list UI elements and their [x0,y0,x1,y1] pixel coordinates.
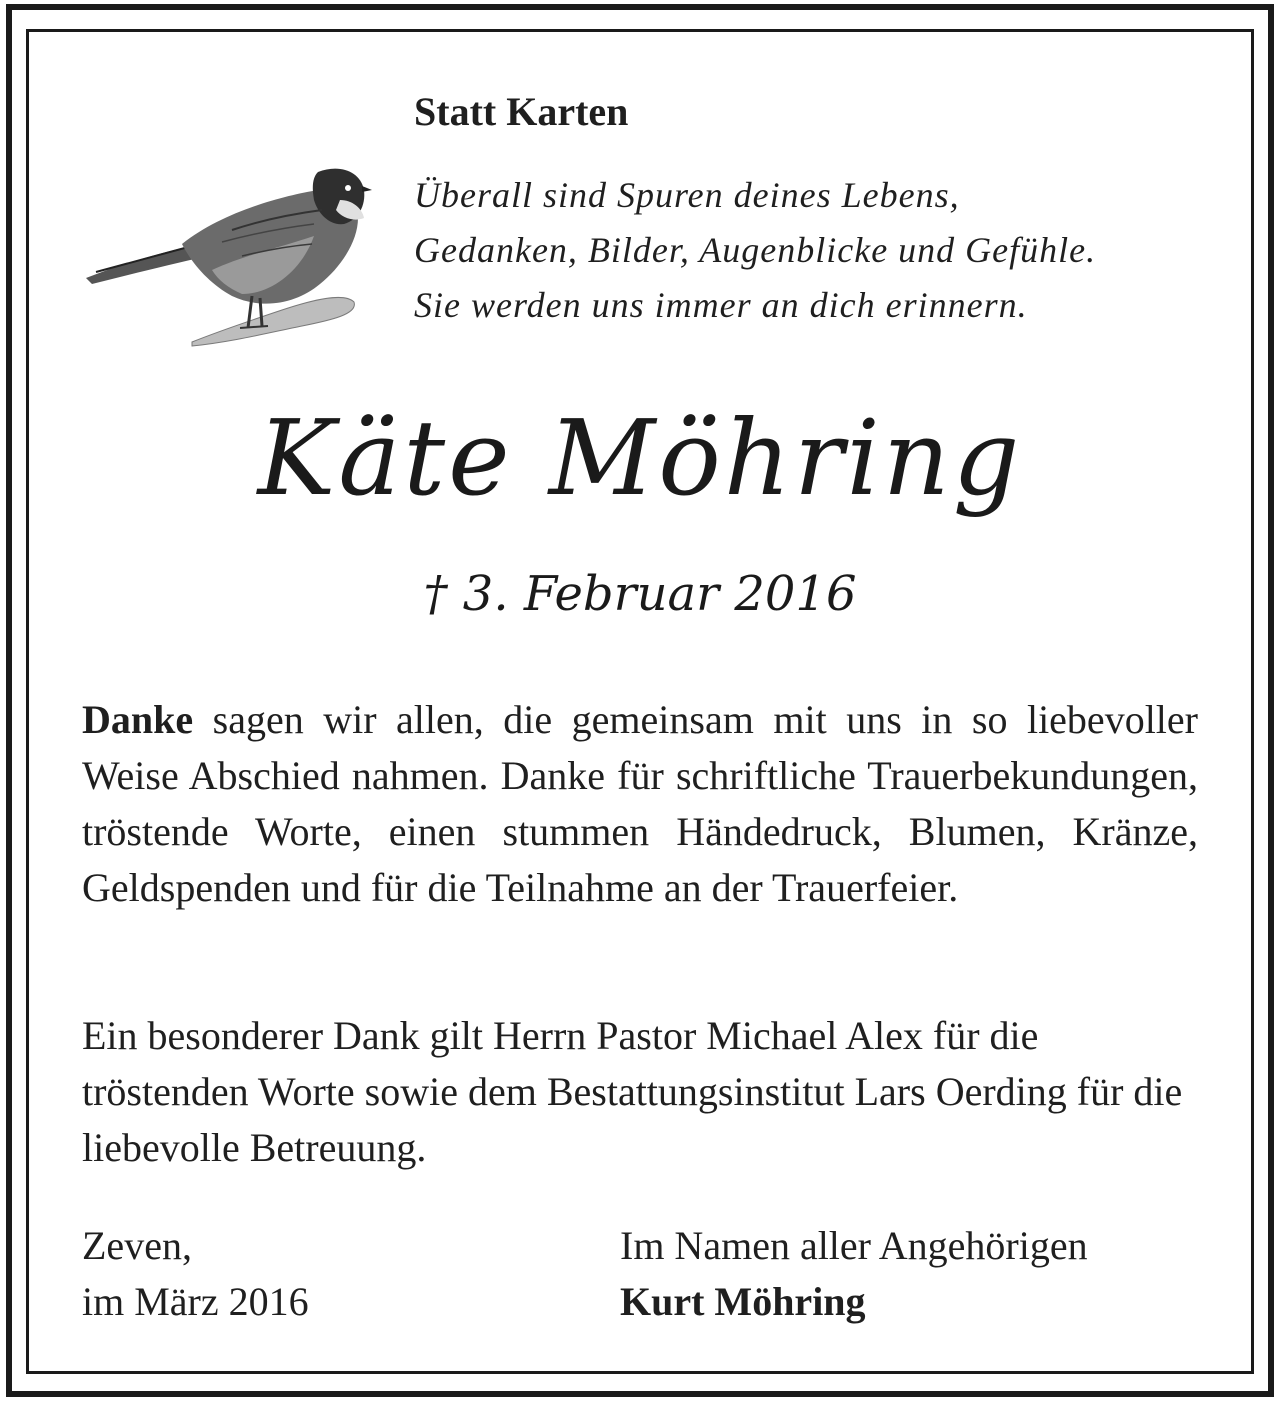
special-thanks-paragraph: Ein besonderer Dank gilt Herrn Pastor Michael Alex für die tröstenden Worte sowie dem Bestattungsinstitut Lars Oerding für die liebevolle Betreuung. [82,1013,1183,1170]
death-date: † 3. Februar 2016 [423,566,857,622]
thanks-paragraph [82,692,1198,916]
poem-line: Überall sind Spuren deines Lebens, [414,175,960,215]
signature [620,1218,1088,1330]
poem-line: Sie werden uns immer an dich erinnern. [414,285,1028,325]
poem-line: Gedanken, Bilder, Augenblicke und Gefühle. [414,230,1097,270]
thanks-lead: Danke [82,697,194,742]
place-line: Zeven, [82,1223,192,1268]
date-line: im März 2016 [82,1279,309,1324]
poem [414,168,1096,333]
deceased-name: Käte Möhring [257,397,1023,519]
place-date [82,1218,309,1330]
thanks-text: sagen wir allen, die gemeinsam mit uns in so liebevoller Weise Abschied nahmen. Danke für schriftliche Trauerbekundungen, tröstende Worte, einen stummen Händedruck, Blumen, Kränze, Geldspenden und für die Teilnahme an der Trauerfeier. [82,697,1198,910]
header-statt-karten: Statt Karten [414,89,629,134]
signature-name: Kurt Möhring [620,1279,866,1324]
bird-illustration-icon [82,160,372,350]
signature-line: Im Namen aller Angehörigen [620,1223,1088,1268]
